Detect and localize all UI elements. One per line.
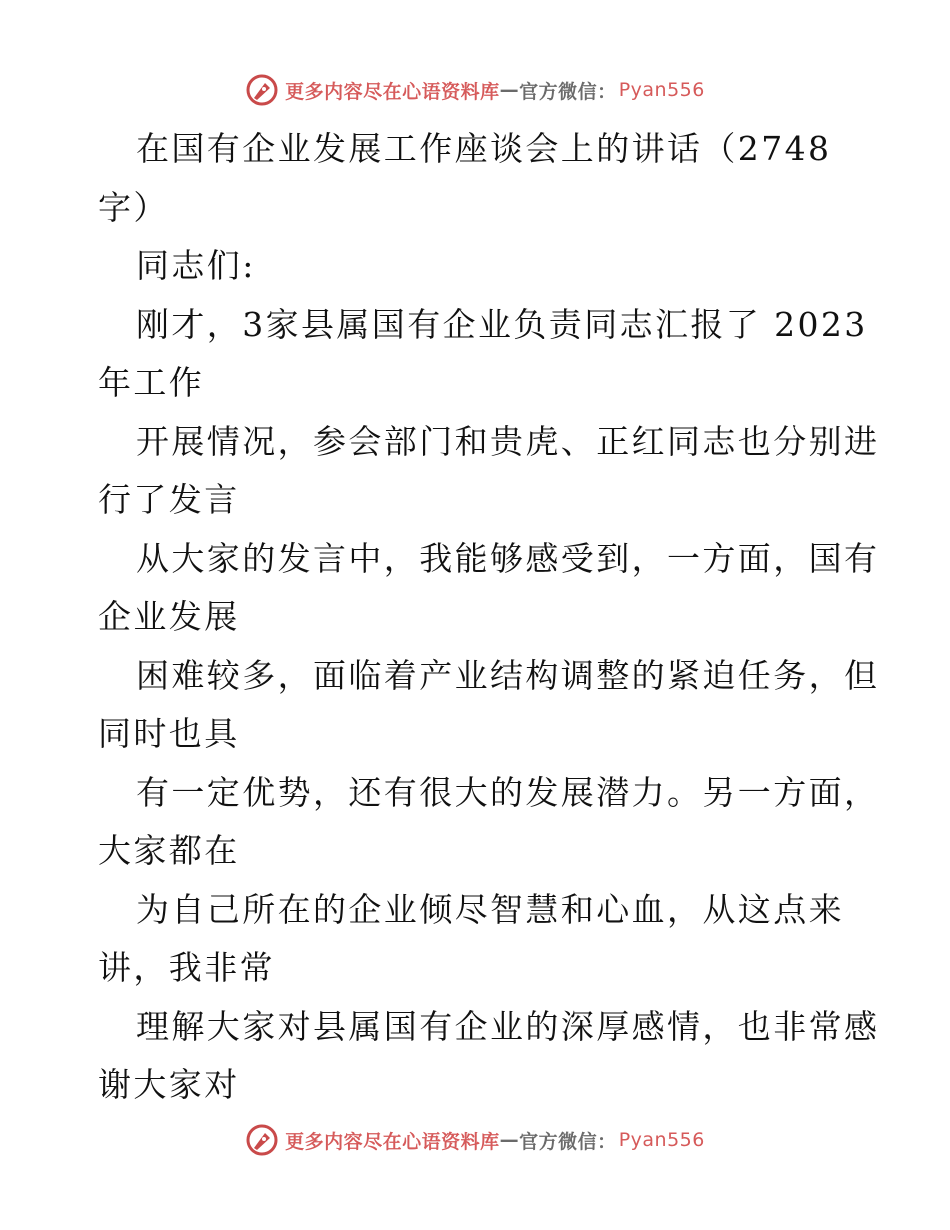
body-line: 刚才，3家县属国有企业负责同志汇报了 2023 [136, 304, 868, 344]
salutation: 同志们: [136, 246, 256, 285]
watermark-secondary-text: 官方微信： [519, 1130, 617, 1153]
pen-nib-circle-icon [245, 73, 279, 107]
document-title-line-2: 字） [98, 187, 169, 227]
body-line: 困难较多，面临着产业结构调整的紧迫任务，但 [136, 655, 880, 695]
watermark-primary-text: 更多内容尽在心语资料库 [285, 80, 500, 103]
watermark-wechat-id: Pyan556 [618, 1129, 705, 1151]
watermark-dash: — [499, 79, 520, 101]
body-line: 行了发言 [98, 480, 240, 519]
footer-watermark [0, 1120, 950, 1160]
document-title-line-1: 在国有企业发展工作座谈会上的讲话（2748 [136, 129, 832, 168]
body-line: 从大家的发言中，我能够感受到，一方面，国有 [136, 538, 880, 578]
body-line: 谢大家对 [98, 1065, 240, 1104]
body-line: 年工作 [98, 363, 205, 402]
pen-nib-circle-icon [245, 1123, 279, 1157]
body-line: 讲，我非常 [98, 948, 275, 987]
document-body [98, 120, 880, 1115]
watermark-secondary-text: 官方微信： [519, 80, 617, 103]
body-line: 同时也具 [98, 714, 240, 753]
body-line: 企业发展 [98, 597, 240, 636]
watermark-dash: — [499, 1129, 520, 1151]
watermark-primary-text: 更多内容尽在心语资料库 [285, 1130, 500, 1153]
body-line: 有一定优势，还有很大的发展潜力。另一方面， [136, 772, 880, 812]
header-watermark [0, 70, 950, 110]
watermark-wechat-id: Pyan556 [618, 79, 705, 101]
body-line: 开展情况，参会部门和贵虎、正红同志也分别进 [136, 421, 880, 461]
body-line: 大家都在 [98, 831, 240, 870]
body-line: 理解大家对县属国有企业的深厚感情，也非常感 [136, 1006, 880, 1046]
body-line: 为自己所在的企业倾尽智慧和心血，从这点来 [136, 889, 844, 929]
